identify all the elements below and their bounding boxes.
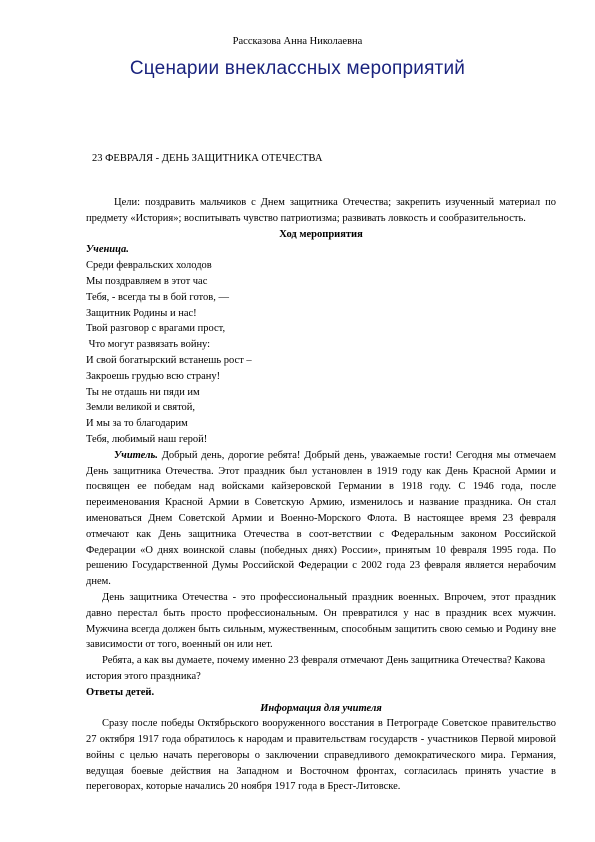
teacher-paragraph	[86, 448, 556, 590]
history-paragraph: Сразу после победы Октябрьского вооруженного восстания в Петрограде Советское правительство 27 октября 1917 года обратилось к народам и правительствам государств - участников Первой мировой войны с целью начать переговоры о заключении справедливого демократического мира. Германия, ведущая боевые действия на Западном и Восточном фронтах, согласилась принять участие в переговорах, которые начались 20 ноября 1917 года в Брест-Литовске.	[86, 718, 556, 793]
student-label: Ученица.	[86, 244, 129, 256]
answers-label: Ответы детей.	[86, 686, 155, 698]
poem-line: И свой богатырский встанешь рост –	[86, 354, 252, 366]
document-title: Сценарии внеклассных мероприятий	[129, 58, 466, 79]
poem-line: Мы поздравляем в этот час	[86, 275, 208, 287]
author-name: Рассказова Анна Николаевна	[232, 36, 363, 47]
poem	[86, 258, 556, 448]
goals-paragraph: Цели: поздравить мальчиков с Днем защитника Отечества; закрепить изученный материал по предмету «История»; воспитывать чувство патриотизма; развивать ловкость и сообразительность.	[86, 197, 556, 224]
poem-line: Защитник Родины и нас!	[86, 307, 197, 319]
teacher-text: Добрый день, дорогие ребята! Добрый день, уважаемые гости! Сегодня мы отмечаем День защитника Отечества. Этот праздник был установлен в 1919 году как День Красной Армии и посвящен ее победам над войсками кайзеровской Германии в 1918 году. С 1946 года, после переименования Красной Армии в Советскую Армию, изменилось и название праздника. Он стал именоваться Днем Советской Армии и Военно-Морского Флота. В настоящее время 23 февраля отмечают как День защитника Отечества в соот-ветствии с Федеральным законом Российской Федерации «О днях воинской славы (победных днях) России», принятым 10 февраля 1995 года. По решению Государственной Думы Российской Федерации с 2002 года 23 февраля является нерабочим днем.	[86, 449, 556, 588]
poem-line: Тебя, любимый наш герой!	[86, 433, 208, 445]
poem-line: Земли великой и святой,	[86, 402, 196, 414]
poem-line: И мы за то благодарим	[86, 418, 188, 430]
course-heading: Ход мероприятия	[279, 228, 363, 240]
poem-line: Твой разговор с врагами прост,	[86, 323, 226, 335]
teacher-label: Учитель.	[114, 449, 158, 461]
poem-line: Среди февральских холодов	[86, 260, 212, 272]
poem-line: Закроешь грудью всю страну!	[86, 370, 221, 382]
poem-line: Тебя, - всегда ты в бой готов, —	[86, 291, 229, 303]
document-body	[86, 195, 556, 795]
poem-line: Ты не отдашь ни пяди им	[86, 386, 200, 398]
section-heading: 23 ФЕВРАЛЯ - ДЕНЬ ЗАЩИТНИКА ОТЕЧЕСТВА	[92, 153, 323, 164]
info-heading: Информация для учителя	[260, 702, 382, 714]
question-paragraph: Ребята, а как вы думаете, почему именно 23 февраля отмечают День защитника Отечества? Какова история этого праздника?	[86, 655, 546, 682]
paragraph-holiday: День защитника Отечества - это профессиональный праздник военных. Впрочем, этот праздник давно перестал быть просто профессиональным. Он превратился у нас в праздник всех мужчин. Мужчина всегда должен быть сильным, мужественным, способным защитить свою семью и Родину вне зависимости от того, военный он или нет.	[86, 591, 556, 651]
poem-line: Что могут развязать войну:	[86, 339, 211, 351]
